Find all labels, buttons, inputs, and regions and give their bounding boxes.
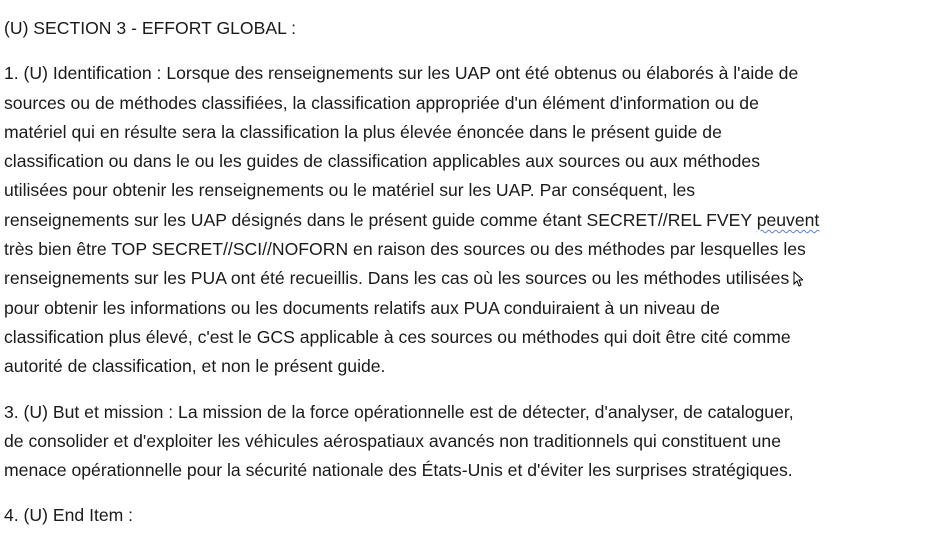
paragraph-line: très bien être TOP SECRET//SCI//NOFORN en raison des sources ou des méthodes par lesquelles les xyxy=(4,239,806,260)
paragraph-line: pour obtenir les informations ou les documents relatifs aux PUA conduiraient à un niveau de xyxy=(4,297,720,318)
paragraph-line: matériel qui en résulte sera la classification la plus élevée énoncée dans le présent guide de xyxy=(4,121,722,142)
section-heading: (U) SECTION 3 - EFFORT GLOBAL : xyxy=(4,18,296,38)
paragraph-line: renseignements sur les PUA ont été recueillis. Dans les cas où les sources ou les méthodes utilisées xyxy=(4,268,790,289)
paragraph-line: 1. (U) Identification : Lorsque des renseignements sur les UAP ont été obtenus ou élaborés à l'aide de xyxy=(4,63,799,84)
paragraph-line xyxy=(4,206,942,235)
paragraph-line-text: renseignements sur les UAP désignés dans le présent guide comme étant SECRET//REL FVEY xyxy=(4,209,757,230)
paragraph-end-item: 4. (U) End Item : xyxy=(4,505,134,526)
paragraph-line: menace opérationnelle pour la sécurité nationale des États-Unis et d'éviter les surprises stratégiques. xyxy=(4,460,793,481)
paragraph-line: classification ou dans le ou les guides de classification applicables aux sources ou aux méthodes xyxy=(4,151,760,172)
mouse-pointer-icon xyxy=(793,271,803,287)
paragraph-identification xyxy=(4,59,942,381)
paragraph-line: autorité de classification, et non le présent guide. xyxy=(4,356,386,377)
paragraph-line: 3. (U) But et mission : La mission de la force opérationnelle est de détecter, d'analyser, de cataloguer, xyxy=(4,401,794,422)
spellcheck-flagged-word[interactable]: peuvent xyxy=(756,209,820,230)
paragraph-line: sources ou de méthodes classifiées, la classification appropriée d'un élément d'information ou de xyxy=(4,92,759,113)
paragraph-line: de consolider et d'exploiter les véhicules aérospatiaux avancés non traditionnels qui constituent une xyxy=(4,430,781,451)
paragraph-line: utilisées pour obtenir les renseignements ou le matériel sur les UAP. Par conséquent, les xyxy=(4,180,696,201)
paragraph-line: classification plus élevé, c'est le GCS applicable à ces sources ou méthodes qui doit être cité comme xyxy=(4,326,791,347)
paragraph-mission xyxy=(4,398,942,486)
